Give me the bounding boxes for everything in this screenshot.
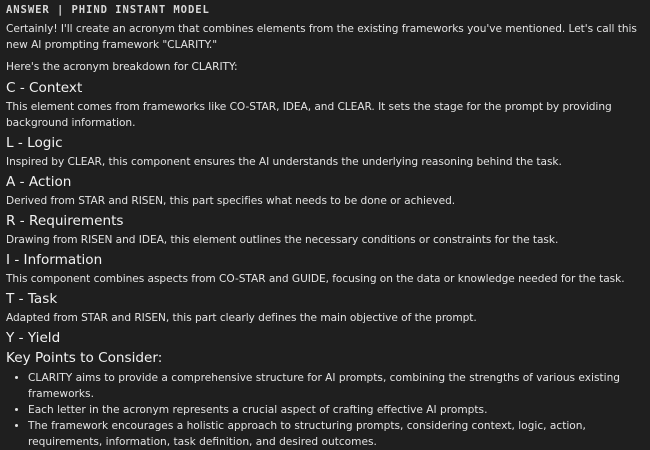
section-requirements xyxy=(6,212,650,248)
section-title: R - Requirements xyxy=(6,213,124,229)
section-title: C - Context xyxy=(6,80,83,96)
section-action xyxy=(6,173,650,209)
key-points-list xyxy=(6,370,650,450)
intro-paragraph: Certainly! I'll create an acronym that combines elements from the existing frameworks you've mentioned. Let's call this new AI prompting framework "CLARITY." xyxy=(6,23,637,51)
section-description: Inspired by CLEAR, this component ensures the AI understands the underlying reasoning behind the task. xyxy=(6,156,562,168)
list-item: • CLARITY aims to provide a comprehensive structure for AI prompts, combining the strengths of various existing frameworks. xyxy=(28,370,650,402)
section-description: Derived from STAR and RISEN, this part specifies what needs to be done or achieved. xyxy=(6,195,456,207)
section-title: T - Task xyxy=(6,291,58,307)
section-description: This element comes from frameworks like CO-STAR, IDEA, and CLEAR. It sets the stage for the prompt by providing background information. xyxy=(6,101,612,129)
intro-breakdown-line: Here's the acronym breakdown for CLARITY: xyxy=(6,61,238,73)
section-title: I - Information xyxy=(6,252,103,268)
section-description: Drawing from RISEN and IDEA, this element outlines the necessary conditions or constraints for the task. xyxy=(6,234,559,246)
section-logic xyxy=(6,134,650,170)
section-task xyxy=(6,290,650,326)
section-title: L - Logic xyxy=(6,135,63,151)
list-item: • The framework encourages a holistic approach to structuring prompts, considering context, logic, action, requirements, information, task definition, and desired outcomes. xyxy=(28,418,650,450)
section-context xyxy=(6,79,650,131)
section-title: Y - Yield xyxy=(6,330,61,346)
section-information xyxy=(6,251,650,287)
section-title: A - Action xyxy=(6,174,72,190)
key-points-title: Key Points to Consider: xyxy=(6,350,163,366)
section-yield xyxy=(6,329,650,347)
list-item: • Each letter in the acronym represents a crucial aspect of crafting effective AI prompts. xyxy=(28,402,650,418)
answer-header-label: ANSWER | PHIND INSTANT MODEL xyxy=(6,4,210,16)
section-description: This component combines aspects from CO-STAR and GUIDE, focusing on the data or knowledge needed for the task. xyxy=(6,273,625,285)
section-description: Adapted from STAR and RISEN, this part clearly defines the main objective of the prompt. xyxy=(6,312,477,324)
